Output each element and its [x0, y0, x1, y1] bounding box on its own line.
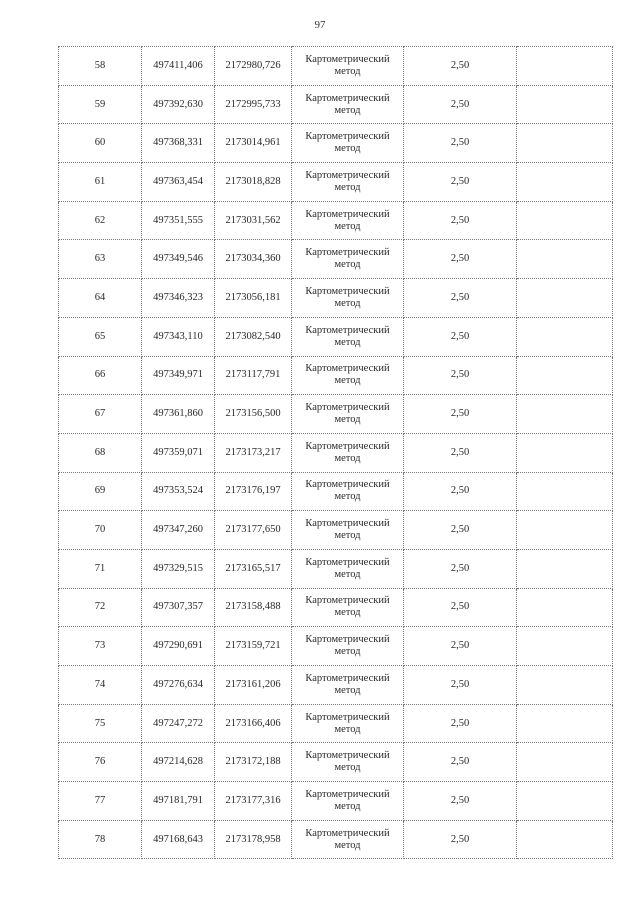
accuracy-cell: 2,50 — [404, 666, 517, 705]
point-number-cell: 60 — [59, 124, 142, 163]
coordinate-x-cell: 497349,546 — [142, 240, 215, 279]
table-row — [59, 549, 613, 588]
accuracy-cell: 2,50 — [404, 743, 517, 782]
coordinate-y-cell: 2173165,517 — [215, 549, 292, 588]
point-number-cell: 71 — [59, 549, 142, 588]
accuracy-cell: 2,50 — [404, 317, 517, 356]
method-cell: Картометрический метод — [292, 395, 404, 434]
coordinate-x-cell: 497349,971 — [142, 356, 215, 395]
coordinate-x-cell: 497168,643 — [142, 820, 215, 859]
coordinate-x-cell: 497214,628 — [142, 743, 215, 782]
method-cell: Картометрический метод — [292, 704, 404, 743]
note-cell — [517, 666, 613, 705]
note-cell — [517, 85, 613, 124]
point-number-cell: 74 — [59, 666, 142, 705]
coordinate-y-cell: 2173161,206 — [215, 666, 292, 705]
method-cell: Картометрический метод — [292, 782, 404, 821]
method-cell: Картометрический метод — [292, 549, 404, 588]
point-number-cell: 65 — [59, 317, 142, 356]
accuracy-cell: 2,50 — [404, 627, 517, 666]
table-row — [59, 201, 613, 240]
point-number-cell: 62 — [59, 201, 142, 240]
accuracy-cell: 2,50 — [404, 124, 517, 163]
point-number-cell: 78 — [59, 820, 142, 859]
accuracy-cell: 2,50 — [404, 820, 517, 859]
accuracy-cell: 2,50 — [404, 356, 517, 395]
coordinate-x-cell: 497290,691 — [142, 627, 215, 666]
accuracy-cell: 2,50 — [404, 201, 517, 240]
coordinate-x-cell: 497247,272 — [142, 704, 215, 743]
coordinate-x-cell: 497353,524 — [142, 472, 215, 511]
note-cell — [517, 395, 613, 434]
table-row — [59, 356, 613, 395]
coordinate-y-cell: 2173014,961 — [215, 124, 292, 163]
coordinate-x-cell: 497307,357 — [142, 588, 215, 627]
table-row — [59, 85, 613, 124]
method-cell: Картометрический метод — [292, 433, 404, 472]
method-cell: Картометрический метод — [292, 279, 404, 318]
method-cell: Картометрический метод — [292, 511, 404, 550]
coordinate-x-cell: 497351,555 — [142, 201, 215, 240]
note-cell — [517, 704, 613, 743]
table-row — [59, 279, 613, 318]
table-row — [59, 666, 613, 705]
method-cell: Картометрический метод — [292, 85, 404, 124]
accuracy-cell: 2,50 — [404, 279, 517, 318]
point-number-cell: 58 — [59, 47, 142, 86]
method-cell: Картометрический метод — [292, 820, 404, 859]
table-row — [59, 782, 613, 821]
coordinate-x-cell: 497347,260 — [142, 511, 215, 550]
coordinate-y-cell: 2173177,650 — [215, 511, 292, 550]
coordinate-y-cell: 2173056,181 — [215, 279, 292, 318]
table-row — [59, 317, 613, 356]
note-cell — [517, 627, 613, 666]
coordinate-y-cell: 2173176,197 — [215, 472, 292, 511]
coordinate-x-cell: 497346,323 — [142, 279, 215, 318]
note-cell — [517, 317, 613, 356]
accuracy-cell: 2,50 — [404, 47, 517, 86]
note-cell — [517, 201, 613, 240]
note-cell — [517, 782, 613, 821]
coordinate-x-cell: 497361,860 — [142, 395, 215, 434]
point-number-cell: 59 — [59, 85, 142, 124]
table-row — [59, 820, 613, 859]
accuracy-cell: 2,50 — [404, 782, 517, 821]
accuracy-cell: 2,50 — [404, 704, 517, 743]
table-row — [59, 743, 613, 782]
accuracy-cell: 2,50 — [404, 588, 517, 627]
accuracy-cell: 2,50 — [404, 549, 517, 588]
coordinate-x-cell: 497343,110 — [142, 317, 215, 356]
accuracy-cell: 2,50 — [404, 85, 517, 124]
point-number-cell: 75 — [59, 704, 142, 743]
coordinate-y-cell: 2173158,488 — [215, 588, 292, 627]
point-number-cell: 76 — [59, 743, 142, 782]
table-row — [59, 433, 613, 472]
coordinate-y-cell: 2173178,958 — [215, 820, 292, 859]
point-number-cell: 68 — [59, 433, 142, 472]
table-row — [59, 240, 613, 279]
method-cell: Картометрический метод — [292, 240, 404, 279]
point-number-cell: 66 — [59, 356, 142, 395]
table-row — [59, 511, 613, 550]
accuracy-cell: 2,50 — [404, 433, 517, 472]
accuracy-cell: 2,50 — [404, 240, 517, 279]
method-cell: Картометрический метод — [292, 627, 404, 666]
accuracy-cell: 2,50 — [404, 395, 517, 434]
table-row — [59, 704, 613, 743]
table-row — [59, 588, 613, 627]
method-cell: Картометрический метод — [292, 201, 404, 240]
coordinate-x-cell: 497392,630 — [142, 85, 215, 124]
table-row — [59, 627, 613, 666]
note-cell — [517, 549, 613, 588]
point-number-cell: 67 — [59, 395, 142, 434]
coordinate-y-cell: 2173018,828 — [215, 163, 292, 202]
coordinate-y-cell: 2173159,721 — [215, 627, 292, 666]
coordinate-x-cell: 497181,791 — [142, 782, 215, 821]
coordinate-x-cell: 497329,515 — [142, 549, 215, 588]
point-number-cell: 64 — [59, 279, 142, 318]
note-cell — [517, 588, 613, 627]
note-cell — [517, 279, 613, 318]
coordinates-table — [58, 46, 613, 859]
coordinates-table-body — [59, 47, 613, 859]
note-cell — [517, 356, 613, 395]
coordinate-y-cell: 2172995,733 — [215, 85, 292, 124]
accuracy-cell: 2,50 — [404, 511, 517, 550]
note-cell — [517, 511, 613, 550]
table-row — [59, 163, 613, 202]
coordinate-y-cell: 2173173,217 — [215, 433, 292, 472]
coordinate-y-cell: 2173177,316 — [215, 782, 292, 821]
table-row — [59, 47, 613, 86]
point-number-cell: 63 — [59, 240, 142, 279]
note-cell — [517, 743, 613, 782]
point-number-cell: 77 — [59, 782, 142, 821]
note-cell — [517, 820, 613, 859]
method-cell: Картометрический метод — [292, 163, 404, 202]
coordinate-y-cell: 2173082,540 — [215, 317, 292, 356]
coordinate-y-cell: 2173031,562 — [215, 201, 292, 240]
coordinate-x-cell: 497276,634 — [142, 666, 215, 705]
table-row — [59, 124, 613, 163]
coordinate-x-cell: 497368,331 — [142, 124, 215, 163]
page-number: 97 — [314, 19, 326, 31]
coordinate-y-cell: 2173166,406 — [215, 704, 292, 743]
point-number-cell: 73 — [59, 627, 142, 666]
coordinate-x-cell: 497363,454 — [142, 163, 215, 202]
method-cell: Картометрический метод — [292, 588, 404, 627]
method-cell: Картометрический метод — [292, 124, 404, 163]
coordinate-y-cell: 2173172,188 — [215, 743, 292, 782]
table-row — [59, 472, 613, 511]
note-cell — [517, 433, 613, 472]
accuracy-cell: 2,50 — [404, 472, 517, 511]
coordinate-y-cell: 2172980,726 — [215, 47, 292, 86]
note-cell — [517, 47, 613, 86]
coordinate-y-cell: 2173034,360 — [215, 240, 292, 279]
accuracy-cell: 2,50 — [404, 163, 517, 202]
point-number-cell: 72 — [59, 588, 142, 627]
point-number-cell: 70 — [59, 511, 142, 550]
point-number-cell: 69 — [59, 472, 142, 511]
point-number-cell: 61 — [59, 163, 142, 202]
coordinate-y-cell: 2173156,500 — [215, 395, 292, 434]
coordinate-y-cell: 2173117,791 — [215, 356, 292, 395]
method-cell: Картометрический метод — [292, 666, 404, 705]
coordinate-x-cell: 497359,071 — [142, 433, 215, 472]
note-cell — [517, 240, 613, 279]
method-cell: Картометрический метод — [292, 743, 404, 782]
method-cell: Картометрический метод — [292, 317, 404, 356]
method-cell: Картометрический метод — [292, 472, 404, 511]
table-row — [59, 395, 613, 434]
note-cell — [517, 472, 613, 511]
method-cell: Картометрический метод — [292, 356, 404, 395]
method-cell: Картометрический метод — [292, 47, 404, 86]
note-cell — [517, 163, 613, 202]
note-cell — [517, 124, 613, 163]
coordinate-x-cell: 497411,406 — [142, 47, 215, 86]
